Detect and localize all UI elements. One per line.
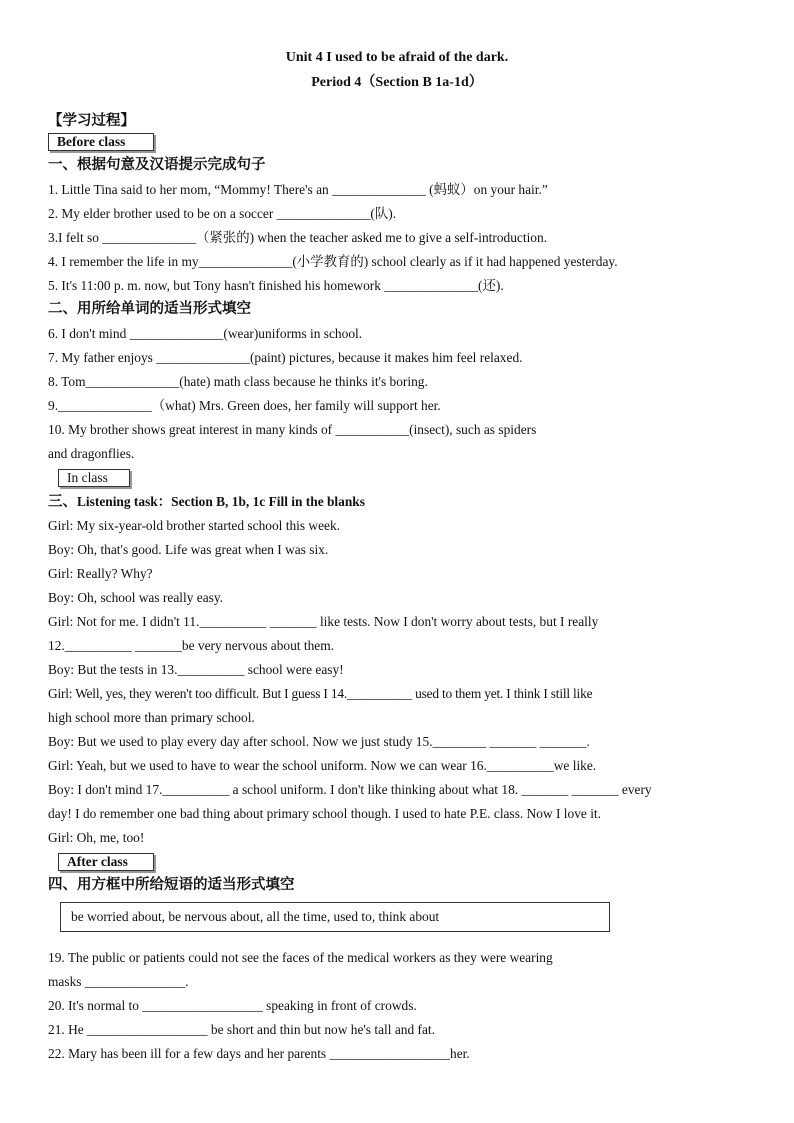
dialogue-line: 12.__________ _______be very nervous about them.	[48, 638, 334, 653]
question-20: 20. It's normal to __________________ speaking in front of crowds.	[48, 998, 417, 1013]
question-8: 8. Tom______________(hate) math class because he thinks it's boring.	[48, 374, 428, 389]
question-19-continued: masks _______________.	[48, 974, 189, 989]
question-21: 21. He __________________ be short and thin but now he's tall and fat.	[48, 1022, 435, 1037]
dialogue-line: Girl: Really? Why?	[48, 566, 153, 581]
question-4: 4. I remember the life in my______________(小学教育的) school clearly as if it had happened yesterday.	[48, 254, 618, 269]
page-subtitle: Period 4（Section B 1a-1d）	[311, 75, 483, 90]
dialogue-line: Girl: My six-year-old brother started school this week.	[48, 518, 341, 533]
phrase-box: be worried about, be nervous about, all the time, used to, think about	[60, 902, 610, 932]
dialogue-line: Boy: Oh, that's good. Life was great when I was six.	[48, 542, 329, 557]
part2-heading: 二、用所给单词的适当形式填空	[48, 301, 251, 317]
part3-heading	[48, 493, 365, 511]
dialogue-line: Boy: Oh, school was really easy.	[48, 590, 224, 605]
after-class-box: After class	[58, 853, 154, 871]
dialogue-line: Girl: Oh, me, too!	[48, 830, 145, 845]
dialogue-line: Boy: But the tests in 13.__________ school were easy!	[48, 662, 344, 677]
question-1: 1. Little Tina said to her mom, “Mommy! There's an ______________ (蚂蚁）on your hair.”	[48, 182, 548, 197]
part3-heading-cn: 三、	[48, 494, 77, 510]
question-19: 19. The public or patients could not see the faces of the medical workers as they were wearing	[48, 950, 553, 965]
part4-heading: 四、用方框中所给短语的适当形式填空	[48, 877, 295, 893]
question-3: 3.I felt so ______________（紧张的) when the teacher asked me to give a self-introduction.	[48, 230, 548, 245]
in-class-box: In class	[58, 469, 130, 487]
dialogue-line: Girl: Yeah, but we used to have to wear the school uniform. Now we can wear 16.__________we like.	[48, 758, 597, 773]
dialogue-line: Boy: I don't mind 17.__________ a school uniform. I don't like thinking about what 18. _______ _______ every	[48, 782, 652, 797]
question-10-continued: and dragonflies.	[48, 446, 135, 461]
question-9: 9.______________（what) Mrs. Green does, her family will support her.	[48, 398, 441, 413]
process-heading: 【学习过程】	[48, 113, 135, 129]
dialogue-line: Girl: Well, yes, they weren't too difficult. But I guess I 14.__________ used to them yet. I think I still like	[48, 686, 593, 701]
question-5: 5. It's 11:00 p. m. now, but Tony hasn't finished his homework ______________(还).	[48, 278, 504, 293]
page-title: Unit 4 I used to be afraid of the dark.	[285, 50, 509, 65]
question-10: 10. My brother shows great interest in many kinds of ___________(insect), such as spiders	[48, 422, 537, 437]
dialogue-line: Girl: Not for me. I didn't 11.__________ _______ like tests. Now I don't worry about tests, but I really	[48, 614, 599, 629]
part1-heading: 一、根据句意及汉语提示完成句子	[48, 157, 266, 173]
dialogue-line: Boy: But we used to play every day after school. Now we just study 15.________ _______ _______.	[48, 734, 590, 749]
dialogue-line: high school more than primary school.	[48, 710, 255, 725]
question-6: 6. I don't mind ______________(wear)uniforms in school.	[48, 326, 363, 341]
question-2: 2. My elder brother used to be on a soccer ______________(队).	[48, 206, 397, 221]
part3-heading-en: Listening task：Section B, 1b, 1c Fill in the blanks	[77, 494, 365, 509]
question-7: 7. My father enjoys ______________(paint) pictures, because it makes him feel relaxed.	[48, 350, 523, 365]
before-class-box: Before class	[48, 133, 154, 151]
dialogue-line: day! I do remember one bad thing about primary school though. I used to hate P.E. class. Now I love it.	[48, 806, 601, 821]
question-22: 22. Mary has been ill for a few days and her parents __________________her.	[48, 1046, 470, 1061]
